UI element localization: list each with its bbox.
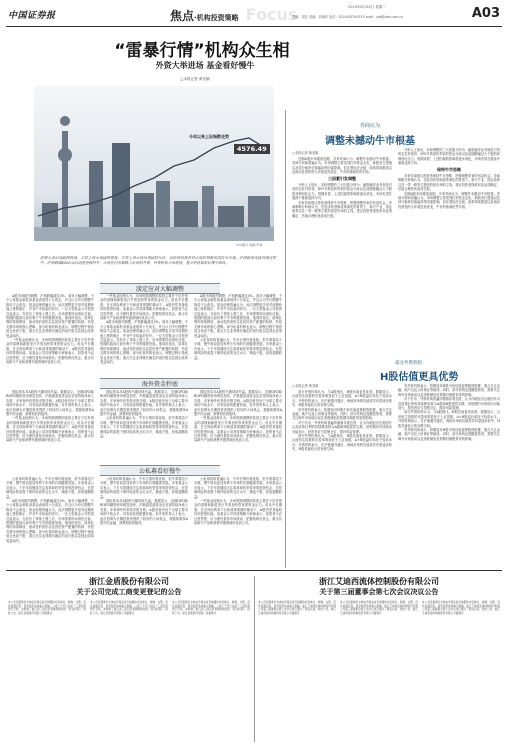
rs1-subhead-1: 三因素引发调整 xyxy=(328,175,356,181)
notice-2-body-a: 本公司及董事会全体成员保证信息披露的内容真实、准确、完整，没有虚假记载、误导性陈述或重大遗漏。浙江艾迪西流体控制股份有限公司第三届董事会第七次会议审议通过了相关议案。特此公告。浙江艾迪西流体控制股份有限公司董事会 xyxy=(258,601,336,615)
rs2-text-f: 部分外资机构认为，与A股相比，H股估值更具优势。数据显示，目前恒生指数的市盈率明显低于上证指数，A+H股溢价率处于较高水平。外资机构表示，在沪港通开通后，两地市场的估值差异有望逐步收窄，H股具备较大的补涨空间。 xyxy=(398,410,500,428)
index-value-badge: 4576.49 xyxy=(234,144,270,154)
notice-1-heading: 浙江金盾股份有限公司 xyxy=(89,577,169,586)
right-story-1-byline: □本报记者 黄莹颖 xyxy=(292,151,319,155)
rs2-text-a-2: 部分外资机构认为，与A股相比，H股估值更具优势。数据显示，目前恒生指数的市盈率明显低于上证指数，A+H股溢价率处于较高水平。外资机构表示，在沪港通开通后，两地市场的估值差异有望逐步收窄，H股具备较大的补涨空间。 xyxy=(292,434,392,452)
section-en: Focus xyxy=(245,5,298,24)
lead-col-4-text: 国际资本对A股的兴趣持续升温。数据显示，近期QFII和RQFII额度使用明显加快，沪港通渠道资金也呈现持续净流入态势。多家海外机构发布报告称，A股估值仍处于全球主要市场的中低水平，具有较高的配置价值。有外资机构人士表示，此次回调为长期投资者提供了较好的入场机会，将继续增持A股中的金融、消费和医药板块。 xyxy=(6,390,94,417)
lead-col-2 xyxy=(100,294,188,365)
lead-col-5-text-2: 公私募机构普遍认为，牛市行情仍将延续，但节奏将趋于平缓，慢牛格局更加有利于市场的长期健康发展。多家基金公司表示，下半年将继续关注改革和转型带来的投资机会，在控制风险的前提下保持较高的仓位水平，精选个股，获取超额收益。 xyxy=(100,416,188,439)
rs2-text-d: 有外资机构表示，将增加对H股中低估值蓝筹股的配置，重点关注金融、地产以及公用事业等板块。同时，部分机构也提醒投资者，需要关注海外市场波动以及美联储加息预期对港股带来的影响。 xyxy=(398,384,500,397)
rs1-text-a: 近期A股市场震荡加剧，多家券商认为，调整并未撼动牛市根基。券商分析师普遍认为，市场调整主要受到杠杆资金去化、新股发行提速以及部分板块估值偏高等因素影响，但宏观经济企稳、改革持续推进以及流动性宽松的大环境没有改变，牛市的基础依然牢固。 xyxy=(292,157,392,175)
notice-1-body-b: 本公司及董事会全体成员保证信息披露的内容真实、准确、完整，没有虚假记载、误导性陈述或重大遗漏。公司已于近日完成了工商变更登记手续，并取得了浙江省工商行政管理局换发的《营业执照》。特此公告。浙江金盾股份有限公司董事会 xyxy=(90,601,168,615)
page-number: A03 xyxy=(471,6,500,21)
notice-2-body-c: 本公司及董事会全体成员保证信息披露的内容真实、准确、完整，没有虚假记载、误导性陈述或重大遗漏。浙江艾迪西流体控制股份有限公司第三届董事会第七次会议审议通过了相关议案。特此公告。浙江艾迪西流体控制股份有限公司董事会 xyxy=(422,601,500,615)
lead-col-8-text-2: 国际资本对A股的兴趣持续升温。数据显示，近期QFII和RQFII额度使用明显加快，沪港通渠道资金也呈现持续净流入态势。多家海外机构发布报告称，A股估值仍处于全球主要市场的中低水平，具有较高的配置价值。有外资机构人士表示，此次回调为长期投资者提供了较好的入场机会，将继续增持A股中的金融、消费和医药板块。 xyxy=(100,499,188,526)
lead-col-7-text: 公私募机构普遍认为，牛市行情仍将延续，但节奏将趋于平缓，慢牛格局更加有利于市场的长期健康发展。多家基金公司表示，下半年将继续关注改革和转型带来的投资机会，在控制风险的前提下保持较高的仓位水平，精选个股，获取超额收益。 xyxy=(6,477,94,499)
notice-2-heading: 浙江艾迪西流体控制股份有限公司 xyxy=(319,577,439,586)
lead-col-3-text-2: 公私募机构普遍认为，牛市行情仍将延续，但节奏将趋于平缓，慢牛格局更加有利于市场的长期健康发展。多家基金公司表示，下半年将继续关注改革和转型带来的投资机会，在控制风险的前提下保持较高的仓位水平，精选个股，获取超额收益。 xyxy=(194,338,282,360)
lead-col-4 xyxy=(6,390,94,443)
lead-col-5 xyxy=(100,390,188,438)
rs2-text-a: 部分外资机构认为，与A股相比，H股估值更具优势。数据显示，目前恒生指数的市盈率明显低于上证指数，A+H股溢价率处于较高水平。外资机构表示，在沪港通开通后，两地市场的估值差异有望逐步收窄，H股具备较大的补涨空间。 xyxy=(292,390,392,408)
photo-credit: CFP图片 制图/尹建 xyxy=(236,243,263,247)
notice-divider xyxy=(254,576,255,742)
paper-name: 中国证券报 xyxy=(8,11,56,21)
right-story-1-col-2 xyxy=(398,148,500,209)
right-story-2-byline: □本报记者 黄莹颖 xyxy=(292,384,319,388)
issue-line: 2014年6月24日 星期二 xyxy=(348,5,386,9)
lead-col-7 xyxy=(6,477,94,543)
lead-col-9-text: 公私募机构普遍认为，牛市行情仍将延续，但节奏将趋于平缓，慢牛格局更加有利于市场的长期健康发展。多家基金公司表示，下半年将继续关注改革和转型带来的投资机会，在控制风险的前提下保持较高的仓位水平，精选个股，获取超额收益。 xyxy=(194,477,282,499)
section-sub: ·机构投资策略 xyxy=(194,14,239,22)
subhead-2: 海外资金抄底 xyxy=(100,378,220,389)
rs1-text-a-2: 多家券商建议投资者保持牛市思维，把握调整带来的布局机会。券商策略分析师认为，在经济转型和改革深化的背景下，新兴产业、国企改革以及一带一路等主题仍将是市场的主线，建议投资者逢低布局业绩确定、估值合理的优质成长股。 xyxy=(292,200,392,218)
rs1-text-d: 多家券商建议投资者保持牛市思维，把握调整带来的布局机会。券商策略分析师认为，在经济转型和改革深化的背景下，新兴产业、国企改革以及一带一路等主题仍将是市场的主线，建议投资者逢低布局业绩确定、估值合理的优质成长股。 xyxy=(398,174,500,192)
lead-col-5-text: 国际资本对A股的兴趣持续升温。数据显示，近期QFII和RQFII额度使用明显加快，沪港通渠道资金也呈现持续净流入态势。多家海外机构发布报告称，A股估值仍处于全球主要市场的中低水平，具有较高的配置价值。有外资机构人士表示，此次回调为长期投资者提供了较好的入场机会，将继续增持A股中的金融、消费和医药板块。 xyxy=(100,390,188,417)
notice-1-sub: 关于公司完成工商变更登记的公告 xyxy=(76,588,182,596)
notice-2-body-cols xyxy=(258,601,500,615)
notice-2 xyxy=(258,576,500,742)
lead-col-3 xyxy=(194,294,282,360)
masthead-rule xyxy=(6,26,502,27)
notice-2-body-b: 本公司及董事会全体成员保证信息披露的内容真实、准确、完整，没有虚假记载、误导性陈述或重大遗漏。浙江艾迪西流体控制股份有限公司第三届董事会第七次会议审议通过了相关议案。特此公告。浙江艾迪西流体控制股份有限公司董事会 xyxy=(340,601,418,615)
lead-col-6 xyxy=(194,390,282,443)
right-story-1-col-1 xyxy=(292,157,392,218)
notice-2-sub: 关于第三届董事会第七次会议决议公告 xyxy=(319,588,439,596)
notices-rule xyxy=(6,570,502,571)
rs1-text-c: 分析人士指出，本轮调整的三大因素分别为：融资融券业务规范引发的去杠杆担忧、IPO节奏加快带来的资金分流以及前期涨幅过大个股的获利回吐压力。短期来看，上述因素的影响将逐步消化，市场有望在震荡中重新选择方向。 xyxy=(398,148,500,166)
rs1-subhead-2: 保持牛市思维 xyxy=(437,166,461,172)
lead-subheadline: 外资大举进场 基金看好慢牛 xyxy=(155,61,255,70)
section-cn: 焦点 xyxy=(170,9,195,23)
lead-byline: □本报记者 黄莹颖 xyxy=(180,77,210,81)
right-story-1-headline: 调整未撼动牛市根基 xyxy=(325,136,415,147)
masthead xyxy=(0,0,508,26)
notice-1-body-c: 本公司及董事会全体成员保证信息披露的内容真实、准确、完整，没有虚假记载、误导性陈述或重大遗漏。公司已于近日完成了工商变更登记手续，并取得了浙江省工商行政管理局换发的《营业执照》。特此公告。浙江金盾股份有限公司董事会 xyxy=(172,601,250,615)
right-story-2-col-1 xyxy=(292,390,392,452)
index-trend-line xyxy=(34,86,274,241)
lead-col-2-text: 一些基金经理认为，市场短期调整的原因主要在于杠杆资金的清理和新股发行节奏加快带来的资金压力。但从中长期看，在无风险利率下行和改革预期的推动下，A股仍然具备较好的投资价值。某基金公司首席策略分析师表示，投资者不必过度恐慌，应当理性看待市场波动，把握结构性机会，重点布局新兴产业和消费升级领域的优质公司。 xyxy=(100,294,188,321)
chart-caption: 今年以来上证指数走势 xyxy=(189,134,229,139)
right-story-2-col-2 xyxy=(398,384,500,441)
subhead-3: 公私募看好慢牛 xyxy=(100,465,220,476)
notice-1-body-cols xyxy=(8,601,250,615)
lead-col-9-text-2: 一些基金经理认为，市场短期调整的原因主要在于杠杆资金的清理和新股发行节奏加快带来的资金压力。但从中长期看，在无风险利率下行和改革预期的推动下，A股仍然具备较好的投资价值。某基金公司首席策略分析师表示，投资者不必过度恐慌，应当理性看待市场波动，把握结构性机会，重点布局新兴产业和消费升级领域的优质公司。 xyxy=(194,499,282,526)
lead-col-3-text: A股市场剧烈调整，沪指跌幅超过5%。面对大幅调整，不少公募基金和私募基金表现得十分淡定，并且认为中长期慢牛格局不会改变。基金经理普遍认为，此次调整更多是对前期快速上涨的修正，并非牛市结束的信号。一位大型基金公司投资总监表示，在经历了持续上涨之后，市场需要时间消化估值，短期的震荡反而有利于牛市的健康发展。他同时指出，改革红利的持续释放、流动性的宽松以及居民资产配置的转移，仍是支撑市场的核心逻辑。部分私募机构也表示，调整过程中逢低加仓优质个股，重点关注业绩增长确定的成长股以及国企改革受益标的。 xyxy=(194,294,282,338)
right-story-2-kicker: 部分外资机构： xyxy=(395,361,427,366)
rs2-text-b: 有外资机构表示，将增加对H股中低估值蓝筹股的配置，重点关注金融、地产以及公用事业等板块。同时，部分机构也提醒投资者，需要关注海外市场波动以及美联储加息预期对港股带来的影响。 xyxy=(292,407,392,421)
right-story-2-headline: H股估值更具优势 xyxy=(380,372,459,383)
editor-line: 责编：周宏 美编：刘海洋 电话：010-63070433 E-mail：zzb@zzb.com.cn xyxy=(292,15,403,19)
rs2-text-e: 对于后市，外资机构普遍持谨慎乐观态度，认为内地经济企稳回升以及改革红利的持续释放将为A股和H股提供支撑，但短期内市场波动可能加大，投资者应当控制仓位，做好风险管理。 xyxy=(398,397,500,411)
lead-col-6-text-2: 一些基金经理认为，市场短期调整的原因主要在于杠杆资金的清理和新股发行节奏加快带来的资金压力。但从中长期看，在无风险利率下行和改革预期的推动下，A股仍然具备较好的投资价值。某基金公司首席策略分析师表示，投资者不必过度恐慌，应当理性看待市场波动，把握结构性机会，重点布局新兴产业和消费升级领域的优质公司。 xyxy=(194,416,282,443)
rs1-text-e: 近期A股市场震荡加剧，多家券商认为，调整并未撼动牛市根基。券商分析师普遍认为，市场调整主要受到杠杆资金去化、新股发行提速以及部分板块估值偏高等因素影响，但宏观经济企稳、改革持续推进以及流动性宽松的大环境没有改变，牛市的基础依然牢固。 xyxy=(398,191,500,209)
rs2-text-c: 对于后市，外资机构普遍持谨慎乐观态度，认为内地经济企稳回升以及改革红利的持续释放将为A股和H股提供支撑，但短期内市场波动可能加大，投资者应当控制仓位，做好风险管理。 xyxy=(292,420,392,434)
lead-col-8-text: 公私募机构普遍认为，牛市行情仍将延续，但节奏将趋于平缓，慢牛格局更加有利于市场的长期健康发展。多家基金公司表示，下半年将继续关注改革和转型带来的投资机会，在控制风险的前提下保持较高的仓位水平，精选个股，获取超额收益。 xyxy=(100,477,188,499)
lead-col-1-text-2: 一些基金经理认为，市场短期调整的原因主要在于杠杆资金的清理和新股发行节奏加快带来的资金压力。但从中长期看，在无风险利率下行和改革预期的推动下，A股仍然具备较好的投资价值。某基金公司首席策略分析师表示，投资者不必过度恐慌，应当理性看待市场波动，把握结构性机会，重点布局新兴产业和消费升级领域的优质公司。 xyxy=(6,338,94,365)
lead-col-4-text-2: 一些基金经理认为，市场短期调整的原因主要在于杠杆资金的清理和新股发行节奏加快带来的资金压力。但从中长期看，在无风险利率下行和改革预期的推动下，A股仍然具备较好的投资价值。某基金公司首席策略分析师表示，投资者不必过度恐慌，应当理性看待市场波动，把握结构性机会，重点布局新兴产业和消费升级领域的优质公司。 xyxy=(6,416,94,443)
lead-col-1-text: A股市场剧烈调整，沪指跌幅超过5%。面对大幅调整，不少公募基金和私募基金表现得十分淡定，并且认为中长期慢牛格局不会改变。基金经理普遍认为，此次调整更多是对前期快速上涨的修正，并非牛市结束的信号。一位大型基金公司投资总监表示，在经历了持续上涨之后，市场需要时间消化估值，短期的震荡反而有利于牛市的健康发展。他同时指出，改革红利的持续释放、流动性的宽松以及居民资产配置的转移，仍是支撑市场的核心逻辑。部分私募机构也表示，调整过程中逢低加仓优质个股，重点关注业绩增长确定的成长股以及国企改革受益标的。 xyxy=(6,294,94,338)
lead-intro: 近期大盘出现剧烈震荡，尽管上周市场剧烈震荡，尽管上周市场呈现剧烈分化，但机构投资者对市场的判断依然较为乐观。沪深股指连续回调过程中，沪指跌破4500点后迅速企稳回升，市场在经历暴跌之后重拾升势，外资机构大举进场，基金则普遍看好慢牛格局。 xyxy=(40,256,276,265)
rs1-text-b: 分析人士指出，本轮调整的三大因素分别为：融资融券业务规范引发的去杠杆担忧、IPO节奏加快带来的资金分流以及前期涨幅过大个股的获利回吐压力。短期来看，上述因素的影响将逐步消化，市场有望在震荡中重新选择方向。 xyxy=(292,183,392,201)
lead-headline: “雷暴行情”机构众生相 xyxy=(114,41,290,61)
lead-col-2-text-2: A股市场剧烈调整，沪指跌幅超过5%。面对大幅调整，不少公募基金和私募基金表现得十分淡定，并且认为中长期慢牛格局不会改变。基金经理普遍认为，此次调整更多是对前期快速上涨的修正，并非牛市结束的信号。一位大型基金公司投资总监表示，在经历了持续上涨之后，市场需要时间消化估值，短期的震荡反而有利于牛市的健康发展。他同时指出，改革红利的持续释放、流动性的宽松以及居民资产配置的转移，仍是支撑市场的核心逻辑。部分私募机构也表示，调整过程中逢低加仓优质个股，重点关注业绩增长确定的成长股以及国企改革受益标的。 xyxy=(100,320,188,365)
notice-1-body-a: 本公司及董事会全体成员保证信息披露的内容真实、准确、完整，没有虚假记载、误导性陈述或重大遗漏。公司已于近日完成了工商变更登记手续，并取得了浙江省工商行政管理局换发的《营业执照》。特此公告。浙江金盾股份有限公司董事会 xyxy=(8,601,86,615)
lead-col-1 xyxy=(6,294,94,365)
right-story-1-kicker: 券商认为 xyxy=(359,123,380,129)
lead-col-7-text-2: A股市场剧烈调整，沪指跌幅超过5%。面对大幅调整，不少公募基金和私募基金表现得十分淡定，并且认为中长期慢牛格局不会改变。基金经理普遍认为，此次调整更多是对前期快速上涨的修正，并非牛市结束的信号。一位大型基金公司投资总监表示，在经历了持续上涨之后，市场需要时间消化估值，短期的震荡反而有利于牛市的健康发展。他同时指出，改革红利的持续释放、流动性的宽松以及居民资产配置的转移，仍是支撑市场的核心逻辑。部分私募机构也表示，调整过程中逢低加仓优质个股，重点关注业绩增长确定的成长股以及国企改革受益标的。 xyxy=(6,499,94,543)
rs2-text-g: 有外资机构表示，将增加对H股中低估值蓝筹股的配置，重点关注金融、地产以及公用事业等板块。同时，部分机构也提醒投资者，需要关注海外市场波动以及美联储加息预期对港股带来的影响。 xyxy=(398,428,500,441)
skyline-photo xyxy=(34,86,274,241)
lead-col-9 xyxy=(194,477,282,525)
lead-col-6-text: 国际资本对A股的兴趣持续升温。数据显示，近期QFII和RQFII额度使用明显加快，沪港通渠道资金也呈现持续净流入态势。多家海外机构发布报告称，A股估值仍处于全球主要市场的中低水平，具有较高的配置价值。有外资机构人士表示，此次回调为长期投资者提供了较好的入场机会，将继续增持A股中的金融、消费和医药板块。 xyxy=(194,390,282,417)
notice-1 xyxy=(8,576,250,742)
subhead-1: 淡定应对大幅调整 xyxy=(100,283,220,294)
section-title xyxy=(170,5,297,24)
column-divider xyxy=(285,110,286,568)
lead-col-8 xyxy=(100,477,188,525)
